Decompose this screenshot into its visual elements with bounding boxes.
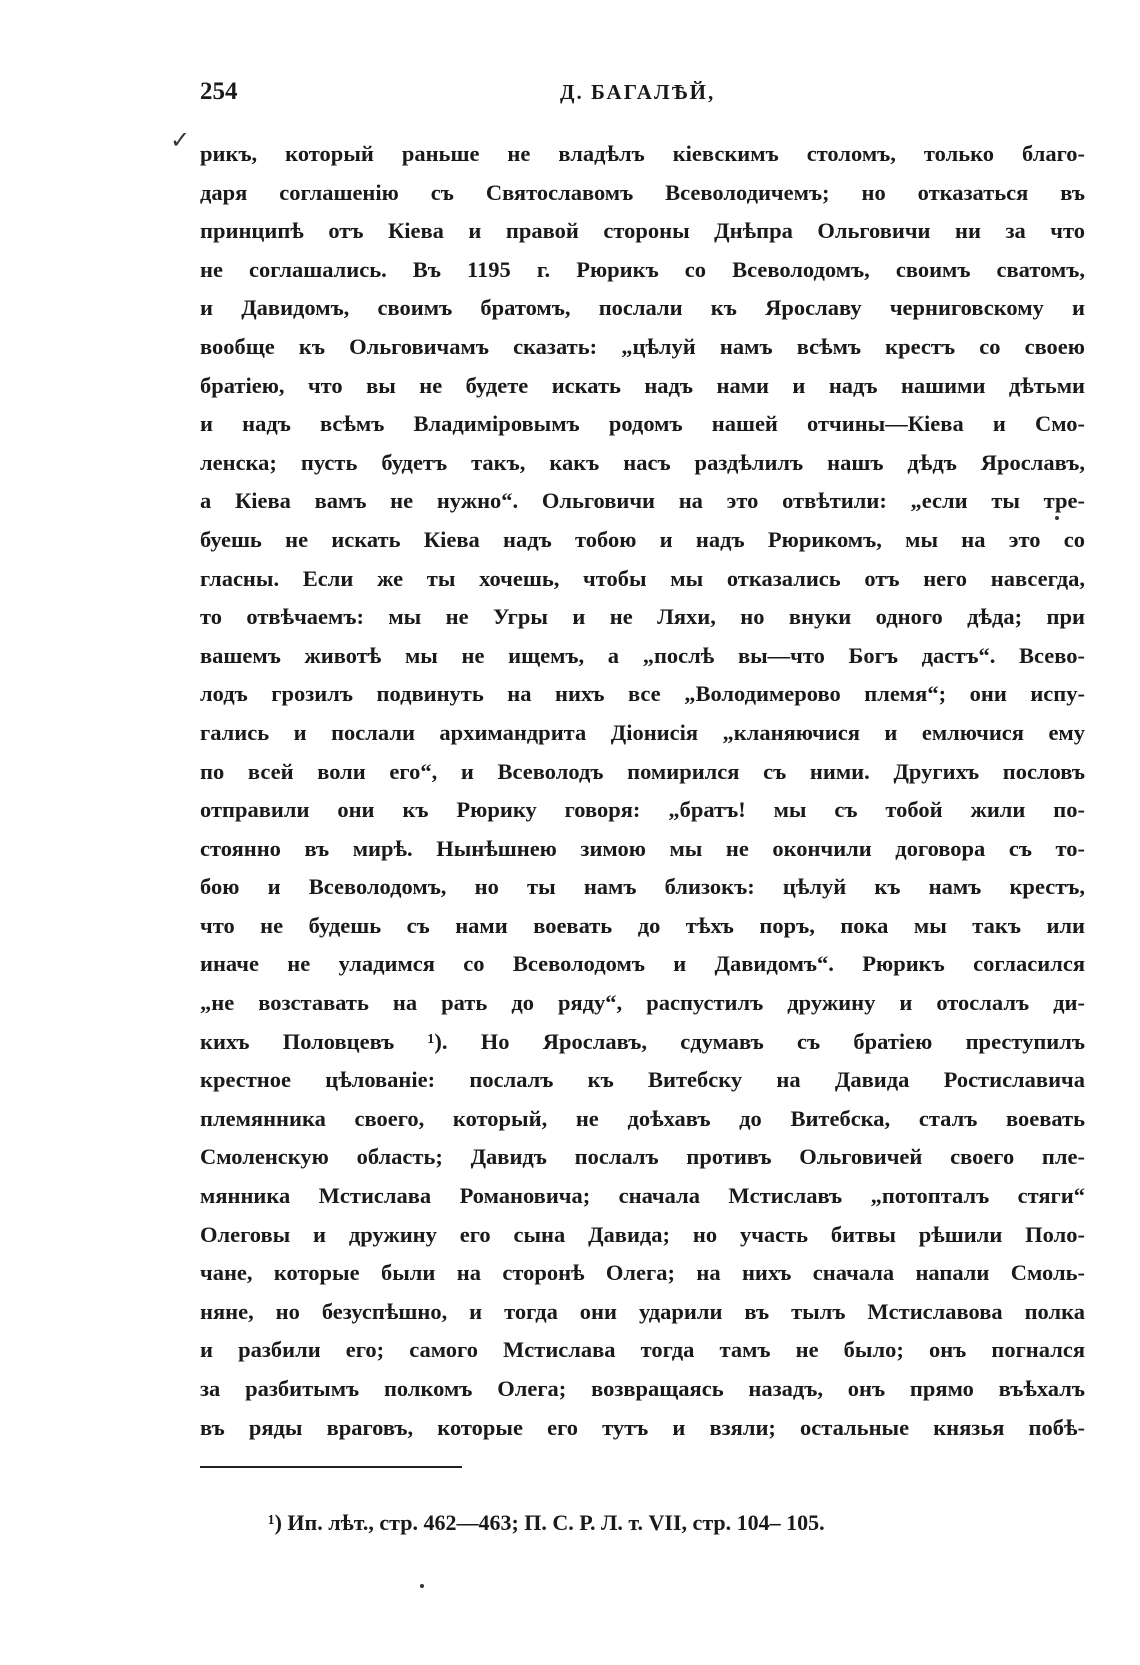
ink-speck <box>420 1584 424 1588</box>
text-line: вообще къ Ольговичамъ сказать: „цѣлуй намъ всѣмъ крестъ со своею <box>200 333 1085 359</box>
text-line: Смоленскую область; Давидъ послалъ противъ Ольговичей своего пле- <box>200 1144 1085 1170</box>
footnote: ¹) Ип. лѣт., стр. 462—463; П. С. Р. Л. т. VII, стр. 104– 105. <box>268 1510 825 1535</box>
text-line: даря соглашенію съ Святославомъ Всеволодичемъ; но отказаться въ <box>200 179 1085 205</box>
text-line: Олеговы и дружину его сына Давида; но участь битвы рѣшили Поло- <box>200 1221 1085 1247</box>
text-line: гались и послали архимандрита Діонисія „кланяючися и емлючися ему <box>200 719 1085 745</box>
text-line: принципѣ отъ Кіева и правой стороны Днѣпра Ольговичи ни за что <box>200 218 1085 244</box>
ink-speck <box>1055 516 1059 520</box>
text-line: и Давидомъ, своимъ братомъ, послали къ Ярославу черниговскому и <box>200 295 1085 321</box>
text-line: отправили они къ Рюрику говоря: „братъ! мы съ тобой жили по- <box>200 797 1085 823</box>
text-line: няне, но безуспѣшно, и тогда они ударили въ тылъ Мстиславова полка <box>200 1298 1085 1324</box>
text-line: „не возставать на рать до ряду“, распустилъ дружину и отослалъ ди- <box>200 990 1085 1016</box>
text-line: вашемъ животѣ мы не ищемъ, а „послѣ вы—что Богъ дастъ“. Всево- <box>200 642 1085 668</box>
text-line: то отвѣчаемъ: мы не Угры и не Ляхи, но внуки одного дѣда; при <box>200 604 1085 630</box>
text-line: бою и Всеволодомъ, но ты намъ близокъ: цѣлуй къ намъ крестъ, <box>200 874 1085 900</box>
text-line: и разбили его; самого Мстислава тогда тамъ не было; онъ погнался <box>200 1337 1085 1363</box>
text-line: кихъ Половцевъ ¹). Но Ярославъ, сдумавъ съ братіею преступилъ <box>200 1028 1085 1054</box>
body-text <box>200 135 1085 1447</box>
margin-check-mark: ✓ <box>170 128 191 154</box>
text-line: рикъ, который раньше не владѣлъ кіевскимъ столомъ, только благо- <box>200 141 1085 166</box>
text-line: буешь не искать Кіева надъ тобою и надъ Рюрикомъ, мы на это со <box>200 526 1085 552</box>
page-header <box>200 78 1085 114</box>
text-line: лодъ грозилъ подвинуть на нихъ все „Володимерово племя“; они испу- <box>200 681 1085 707</box>
text-line: за разбитымъ полкомъ Олега; возвращаясь назадъ, онъ прямо въѣхалъ <box>200 1376 1085 1401</box>
text-line: что не будешь съ нами воевать до тѣхъ поръ, пока мы такъ или <box>200 912 1085 938</box>
text-line: а Кіева вамъ не нужно“. Ольговичи на это отвѣтили: „если ты тре- <box>200 488 1085 514</box>
text-line: гласны. Если же ты хочешь, чтобы мы отказались отъ него навсегда, <box>200 565 1085 591</box>
running-head: Д. БАГАЛѢЙ, <box>560 80 716 104</box>
page-number: 254 <box>200 78 238 105</box>
text-line: братіею, что вы не будете искать надъ нами и надъ нашими дѣтьми <box>200 372 1085 398</box>
text-line: не соглашались. Въ 1195 г. Рюрикъ со Всеволодомъ, своимъ сватомъ, <box>200 256 1085 282</box>
text-line: въ ряды враговъ, которые его тутъ и взяли; остальные князья побѣ- <box>200 1414 1085 1440</box>
text-line: крестное цѣлованіе: послалъ къ Витебску на Давида Ростиславича <box>200 1067 1085 1093</box>
text-line: мянника Мстислава Романовича; сначала Мстиславъ „потопталъ стяги“ <box>200 1183 1085 1209</box>
text-line: иначе не уладимся со Всеволодомъ и Давидомъ“. Рюрикъ согласился <box>200 951 1085 977</box>
footnote-rule <box>200 1466 462 1468</box>
text-line: и надъ всѣмъ Владиміровымъ родомъ нашей отчины—Кіева и Смо- <box>200 411 1085 437</box>
text-line: племянника своего, который, не доѣхавъ до Витебска, сталъ воевать <box>200 1105 1085 1131</box>
text-line: стоянно въ мирѣ. Нынѣшнею зимою мы не окончили договора съ то- <box>200 835 1085 861</box>
text-line: ленска; пусть будетъ такъ, какъ насъ раздѣлилъ нашъ дѣдъ Ярославъ, <box>200 449 1085 475</box>
text-line: чане, которые были на сторонѣ Олега; на нихъ сначала напали Смоль- <box>200 1260 1085 1286</box>
text-line: по всей воли его“, и Всеволодъ помирился съ ними. Другихъ пословъ <box>200 758 1085 784</box>
